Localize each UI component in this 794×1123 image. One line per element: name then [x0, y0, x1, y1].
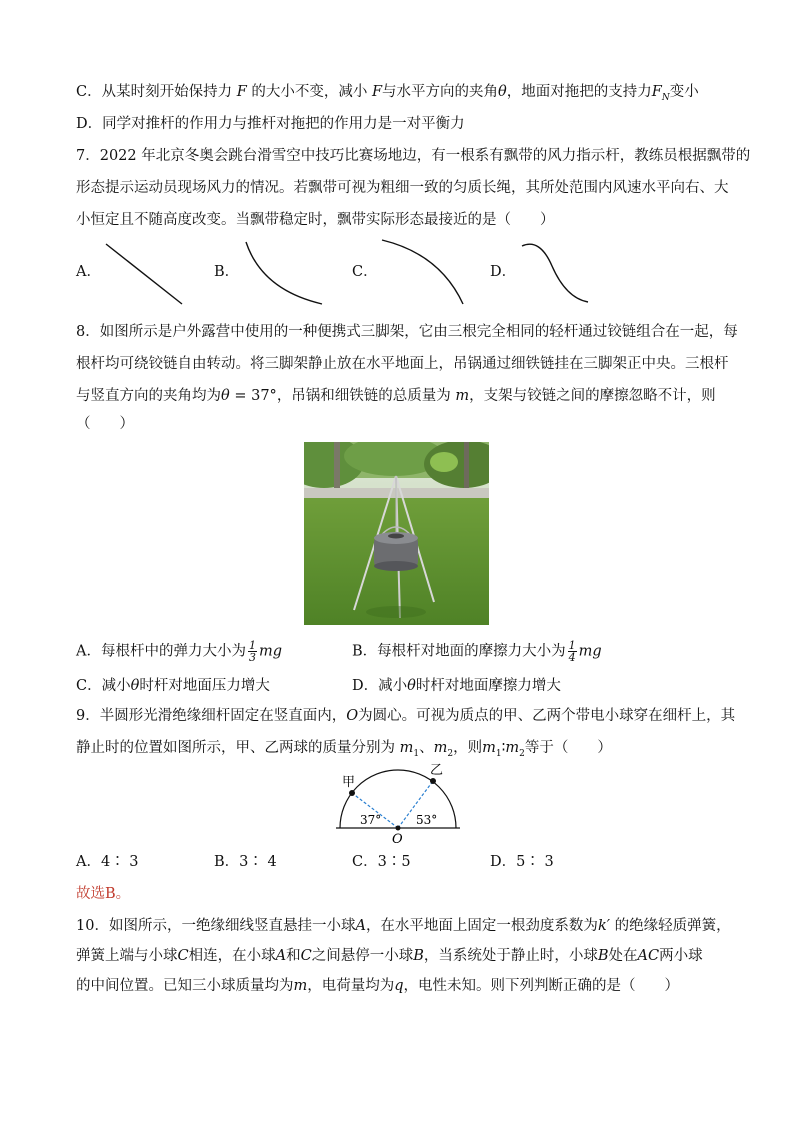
- q6-option-d: D．同学对推杆的作用力与推杆对拖把的作用力是一对平衡力: [76, 116, 465, 132]
- q8-stem-line3: 与竖直方向的夹角均为θ = 37°，吊锅和细铁链的总质量为 m，支架与铰链之间的摩擦忽略不计，则: [76, 388, 716, 404]
- q9-label-jia: 甲: [342, 775, 356, 790]
- q7-option-a-label: A．: [76, 264, 101, 280]
- q6-option-c: C．从某时刻开始保持力 F 的大小不变，减小 F与水平方向的夹角θ，地面对拖把的支持力$F_N$变小: [76, 84, 699, 103]
- q9-option-c: C．3∶5: [352, 854, 411, 870]
- q9-center-point: [396, 826, 401, 831]
- ribbon-d-s-curve: [522, 244, 588, 302]
- q9-angle-37: 37°: [360, 813, 382, 827]
- q9-option-d: D．5∶ 3: [490, 854, 554, 870]
- q8-tripod-photo: [304, 442, 489, 625]
- q9-angle-53: 53°: [416, 813, 438, 827]
- q7-stem-line3: 小恒定且不随高度改变。当飘带稳定时，飘带实际形态最接近的是（ ）: [76, 212, 555, 228]
- q9-ball-jia: [349, 790, 355, 796]
- q8-option-c: C．减小θ时杆对地面压力增大: [76, 678, 270, 694]
- q9-ball-yi: [430, 778, 436, 784]
- q10-stem-line3: 的中间位置。已知三小球质量均为m，电荷量均为q，电性未知。则下列判断正确的是（ ）: [76, 978, 680, 994]
- q7-stem-line1: 7．2022 年北京冬奥会跳台滑雪空中技巧比赛场地边，有一根系有飘带的风力指示杆，教练员根据飘带的: [76, 148, 751, 164]
- q7-stem-line2: 形态提示运动员现场风力的情况。若飘带可视为粗细一致的匀质长绳，其所处范围内风速水平向右、大: [76, 180, 729, 196]
- ribbon-c-concave: [382, 240, 463, 304]
- q7-option-b-label: B．: [214, 264, 240, 280]
- q9-option-b: B．3∶ 4: [214, 854, 277, 870]
- q9-option-a: A．4∶ 3: [76, 854, 139, 870]
- q7-option-c-label: C．: [352, 264, 378, 280]
- q9-label-yi: 乙: [430, 763, 444, 778]
- q8-option-a: A．每根杆中的弹力大小为 $\frac{1}{3}$ mg: [76, 639, 283, 664]
- q8-stem-line1: 8．如图所示是户外露营中使用的一种便携式三脚架，它由三根完全相同的轻杆通过铰链组合在一起，每: [76, 324, 738, 340]
- ribbon-a-straight: [106, 244, 182, 304]
- q7-option-d-label: D．: [490, 264, 517, 280]
- q7-ribbon-figures: [0, 230, 794, 310]
- q9-answer: 故选B。: [76, 886, 131, 902]
- q8-stem-line2: 根杆均可绕铰链自由转动。将三脚架静止放在水平地面上，吊锅通过细铁链挂在三脚架正中央。三根杆: [76, 356, 729, 372]
- ribbon-b-convex: [246, 242, 322, 304]
- q8-option-b: B．每根杆对地面的摩擦力大小为 $\frac{1}{4}$ mg: [352, 639, 602, 664]
- q9-semicircle-figure: [330, 762, 466, 846]
- q9-stem-line1: 9．半圆形光滑绝缘细杆固定在竖直面内，O为圆心。可视为质点的甲、乙两个带电小球穿在细杆上，其: [76, 708, 736, 724]
- q10-stem-line1: 10．如图所示，一绝缘细线竖直悬挂一小球A，在水平地面上固定一根劲度系数为k′ 的绝缘轻质弹簧，: [76, 918, 731, 934]
- q8-option-d: D．减小θ时杆对地面摩擦力增大: [352, 678, 561, 694]
- q9-label-o: O: [392, 832, 403, 846]
- q8-stem-line4: （ ）: [76, 416, 134, 432]
- q10-stem-line2: 弹簧上端与小球C相连，在小球A和C之间悬停一小球B，当系统处于静止时，小球B处在AC两小球: [76, 948, 703, 964]
- q9-stem-line2: 静止时的位置如图所示，甲、乙两球的质量分别为 $m_1$、$m_2$，则$m_1∶m_2$等于（ ）: [76, 740, 612, 759]
- q9-semicircle-rod: [340, 770, 456, 828]
